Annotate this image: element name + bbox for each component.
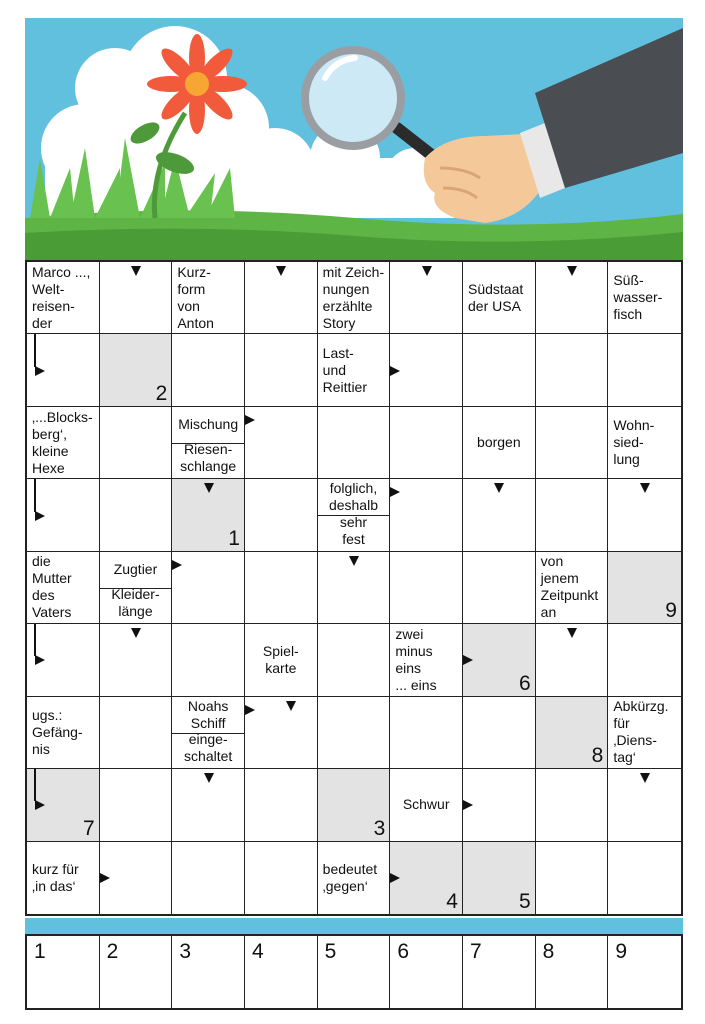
clue-text [100, 554, 172, 586]
clue-line: Kurz- [177, 263, 211, 280]
solution-index-number: 2 [155, 381, 168, 405]
answer-cell[interactable] [100, 262, 173, 334]
answer-cell[interactable] [390, 552, 463, 624]
clue-text [390, 769, 462, 840]
clue-line: Reittier [322, 378, 368, 395]
arrow-right-icon [35, 655, 45, 665]
solution-box[interactable] [172, 936, 245, 1008]
clue-text [172, 699, 244, 731]
solution-index-number: 4 [446, 889, 458, 913]
clue-line: schaltet [184, 748, 233, 765]
arrow-down-icon [349, 556, 359, 566]
answer-cell[interactable] [536, 479, 609, 551]
solution-index-number: 3 [373, 816, 386, 840]
solution-letter-cell[interactable] [318, 769, 391, 841]
answer-cell[interactable] [100, 479, 173, 551]
clue-line: jenem [540, 570, 579, 587]
arrow-right-icon [172, 560, 182, 570]
answer-cell[interactable] [390, 697, 463, 769]
solution-index-number: 8 [591, 744, 604, 768]
arrow-down-icon [131, 628, 141, 638]
clue-line: die [32, 553, 51, 570]
answer-cell[interactable] [245, 552, 318, 624]
clue-line: Mischung [178, 416, 239, 433]
clue-line: Anton [177, 314, 214, 331]
clue-line: lung [613, 451, 640, 468]
solution-box-number: 7 [470, 940, 482, 963]
answer-cell[interactable] [27, 334, 100, 406]
solution-index-number: 9 [665, 599, 677, 623]
clue-cell [463, 262, 536, 334]
clue-line: nis [32, 740, 50, 757]
clue-cell [390, 769, 463, 841]
answer-cell[interactable] [608, 334, 681, 406]
answer-cell[interactable] [172, 624, 245, 696]
clue-text [172, 730, 244, 766]
clue-cell [390, 624, 463, 696]
clue-line: erzählte [322, 297, 373, 314]
answer-cell[interactable] [245, 842, 318, 914]
clue-line: ugs.: [32, 706, 63, 723]
clue-line: kleine [32, 442, 69, 459]
clue-line: Schwur [402, 796, 450, 813]
clue-text [172, 262, 244, 333]
solution-box[interactable] [318, 936, 391, 1008]
answer-cell[interactable] [245, 697, 318, 769]
banner-svg [25, 18, 683, 260]
clue-text [27, 842, 99, 914]
clue-line: karte [265, 659, 297, 676]
answer-cell[interactable] [245, 334, 318, 406]
clue-line: tag‘ [613, 749, 636, 766]
clue-line: Gefäng- [32, 723, 83, 740]
clue-line: Marco ..., [32, 263, 91, 280]
arrow-right-icon [245, 705, 255, 715]
clue-cell [27, 262, 100, 334]
clue-cell [27, 697, 100, 769]
arrow-down-icon [131, 266, 141, 276]
answer-cell[interactable] [463, 334, 536, 406]
clue-text [390, 624, 462, 695]
clue-text [245, 624, 317, 695]
clue-line: deshalb [328, 497, 378, 514]
clue-line: borgen [477, 434, 521, 451]
solution-letter-cell[interactable] [172, 479, 245, 551]
answer-cell[interactable] [463, 479, 536, 551]
answer-cell[interactable] [172, 334, 245, 406]
answer-cell[interactable] [27, 479, 100, 551]
answer-cell[interactable] [100, 769, 173, 841]
solution-box-number: 1 [34, 940, 46, 963]
clue-cell [100, 552, 173, 624]
clue-text [172, 409, 244, 441]
answer-cell[interactable] [318, 697, 391, 769]
answer-cell[interactable] [390, 262, 463, 334]
answer-cell[interactable] [536, 842, 609, 914]
solution-index-number: 1 [228, 526, 240, 550]
clue-line: Noahs [187, 697, 229, 714]
arrow-down-icon [276, 266, 286, 276]
clue-cell [318, 842, 391, 914]
solution-index-number: 7 [82, 816, 95, 840]
clue-text [608, 262, 681, 333]
solution-box-number: 4 [252, 940, 264, 963]
arrow-stem [34, 334, 36, 366]
arrow-right-icon [245, 415, 255, 425]
arrow-right-icon [390, 873, 400, 883]
solution-letter-cell[interactable] [463, 842, 536, 914]
answer-cell[interactable] [608, 769, 681, 841]
clue-cell [463, 407, 536, 479]
clue-line: Hexe [32, 459, 65, 476]
clue-line: der USA [468, 297, 521, 314]
clue-line: fest [342, 530, 365, 547]
arrow-stem [34, 769, 36, 801]
clue-cell [608, 262, 681, 334]
arrow-down-icon [494, 483, 504, 493]
clue-line: des [32, 587, 55, 604]
answer-cell[interactable] [608, 479, 681, 551]
solution-box-number: 8 [542, 940, 555, 963]
clue-text [608, 697, 681, 768]
clue-line: sehr [339, 513, 368, 530]
solution-letter-cell[interactable] [608, 552, 681, 624]
clue-cell [608, 697, 681, 769]
arrow-down-icon [286, 701, 296, 711]
clue-line: Riesen- [184, 441, 233, 458]
clue-text [172, 440, 244, 476]
answer-cell[interactable] [27, 624, 100, 696]
clue-cell [27, 407, 100, 479]
clue-cell [608, 407, 681, 479]
clue-line: folglich, [329, 480, 378, 497]
clue-line: eins [395, 659, 422, 676]
clue-cell [536, 552, 609, 624]
solution-box[interactable] [390, 936, 463, 1008]
solution-box-number: 6 [397, 940, 410, 963]
clue-line: Wohn- [613, 417, 655, 434]
answer-cell[interactable] [100, 697, 173, 769]
answer-cell[interactable] [536, 624, 609, 696]
clue-line: kurz für [32, 860, 79, 877]
clue-line: der [32, 314, 53, 331]
clue-cell [318, 262, 391, 334]
arrow-right-icon [390, 487, 400, 497]
arrow-right-icon [100, 873, 110, 883]
solution-box[interactable] [536, 936, 609, 1008]
clue-cell [172, 697, 245, 769]
answer-cell[interactable] [536, 769, 609, 841]
clue-line: zwei [395, 625, 424, 642]
solution-box[interactable] [245, 936, 318, 1008]
clue-line: ‚in das‘ [32, 877, 76, 894]
clue-cell [172, 407, 245, 479]
answer-cell[interactable] [390, 479, 463, 551]
answer-cell[interactable] [318, 552, 391, 624]
puzzle-banner-illustration [25, 18, 683, 260]
solution-box-number: 3 [179, 940, 192, 963]
answer-cell[interactable] [172, 769, 245, 841]
clue-line: minus [395, 642, 433, 659]
clue-cell [318, 479, 391, 551]
clue-line: form [177, 280, 206, 297]
arrow-right-icon [390, 366, 400, 376]
clue-line: Kleider- [111, 586, 160, 603]
clue-line: fisch [613, 306, 643, 323]
arrow-right-icon [463, 655, 473, 665]
answer-cell[interactable] [318, 624, 391, 696]
clue-text [27, 697, 99, 768]
answer-cell[interactable] [608, 842, 681, 914]
solution-letter-cell[interactable] [463, 624, 536, 696]
clue-line: schlange [180, 458, 237, 475]
clue-text [318, 481, 390, 513]
answer-cell[interactable] [172, 842, 245, 914]
clue-line: Abkürzg. [613, 698, 669, 715]
answer-cell[interactable] [318, 407, 391, 479]
arrow-right-icon [35, 511, 45, 521]
arrow-down-icon [567, 266, 577, 276]
clue-line: an [540, 604, 557, 621]
arrow-down-icon [204, 773, 214, 783]
clue-line: reisen- [32, 297, 75, 314]
clue-line: Schiff [190, 714, 226, 731]
clue-text [27, 552, 99, 623]
clue-text [318, 842, 390, 914]
solution-row [25, 934, 683, 1010]
clue-line: für [613, 715, 630, 732]
solution-index-number: 5 [518, 889, 531, 913]
clue-line: nungen [322, 280, 370, 297]
clue-line: ‚Diens- [613, 732, 657, 749]
clue-text [318, 513, 390, 549]
arrow-right-icon [463, 800, 473, 810]
solution-box-number: 9 [615, 940, 628, 963]
solution-letter-cell[interactable] [27, 769, 100, 841]
clue-cell [172, 262, 245, 334]
clue-text [27, 407, 99, 478]
clue-text [100, 585, 172, 621]
clue-cell [318, 334, 391, 406]
arrow-down-icon [567, 628, 577, 638]
clue-line: bedeutet [322, 860, 378, 877]
solution-box[interactable] [100, 936, 173, 1008]
clue-line: ‚gegen‘ [322, 877, 368, 894]
arrow-right-icon [35, 366, 45, 376]
clue-text [318, 334, 390, 405]
answer-cell[interactable] [100, 842, 173, 914]
answer-cell[interactable] [172, 552, 245, 624]
clue-line: ‚...Blocks- [32, 408, 93, 425]
clue-line: Welt- [32, 280, 65, 297]
answer-cell[interactable] [245, 262, 318, 334]
solution-box[interactable] [608, 936, 681, 1008]
arrow-stem [34, 479, 36, 511]
clue-text [27, 262, 99, 333]
clue-line: Vaters [32, 604, 72, 621]
clue-line: einge- [188, 731, 228, 748]
answer-cell[interactable] [536, 262, 609, 334]
arrow-down-icon [204, 483, 214, 493]
answer-cell[interactable] [390, 407, 463, 479]
clue-line: Mutter [32, 570, 72, 587]
answer-cell[interactable] [100, 624, 173, 696]
clue-line: von [540, 553, 564, 570]
solution-box-number: 5 [324, 940, 337, 963]
clue-text [608, 407, 681, 478]
solution-letter-cell[interactable] [100, 334, 173, 406]
clue-line: Story [322, 314, 356, 331]
answer-cell[interactable] [608, 624, 681, 696]
clue-line: länge [118, 603, 153, 620]
clue-line: berg‘, [32, 425, 68, 442]
arrow-down-icon [640, 483, 650, 493]
arrow-down-icon [640, 773, 650, 783]
clue-cell [27, 842, 100, 914]
answer-cell[interactable] [536, 407, 609, 479]
clue-line: Last- [322, 344, 354, 361]
arrow-down-icon [422, 266, 432, 276]
clue-text [463, 262, 535, 333]
clue-line: Spiel- [262, 642, 299, 659]
arrow-stem [34, 624, 36, 656]
clue-text [318, 262, 390, 333]
clue-cell [27, 552, 100, 624]
arrow-right-icon [35, 800, 45, 810]
crossword-grid [25, 260, 683, 916]
clue-line: von [177, 297, 200, 314]
clue-line: Süß- [613, 272, 644, 289]
solution-letter-cell[interactable] [536, 697, 609, 769]
clue-line: ... eins [395, 676, 437, 693]
clue-cell [245, 624, 318, 696]
clue-line: wasser- [613, 289, 663, 306]
clue-text [536, 552, 608, 623]
clue-line: und [322, 361, 347, 378]
answer-cell[interactable] [463, 697, 536, 769]
clue-line: Südstaat [468, 280, 524, 297]
solution-box[interactable] [463, 936, 536, 1008]
clue-text [463, 407, 535, 478]
solution-box-number: 2 [106, 940, 119, 963]
answer-cell[interactable] [245, 479, 318, 551]
clue-line: mit Zeich- [322, 263, 385, 280]
solution-index-number: 6 [518, 671, 531, 695]
solution-divider [25, 918, 683, 934]
answer-cell[interactable] [463, 769, 536, 841]
answer-cell[interactable] [245, 407, 318, 479]
clue-line: sied- [613, 434, 644, 451]
answer-cell[interactable] [536, 334, 609, 406]
answer-cell[interactable] [100, 407, 173, 479]
answer-cell[interactable] [245, 769, 318, 841]
answer-cell[interactable] [390, 334, 463, 406]
answer-cell[interactable] [463, 552, 536, 624]
clue-line: Zugtier [113, 561, 158, 578]
solution-box[interactable] [27, 936, 100, 1008]
solution-letter-cell[interactable] [390, 842, 463, 914]
clue-line: Zeitpunkt [540, 587, 599, 604]
